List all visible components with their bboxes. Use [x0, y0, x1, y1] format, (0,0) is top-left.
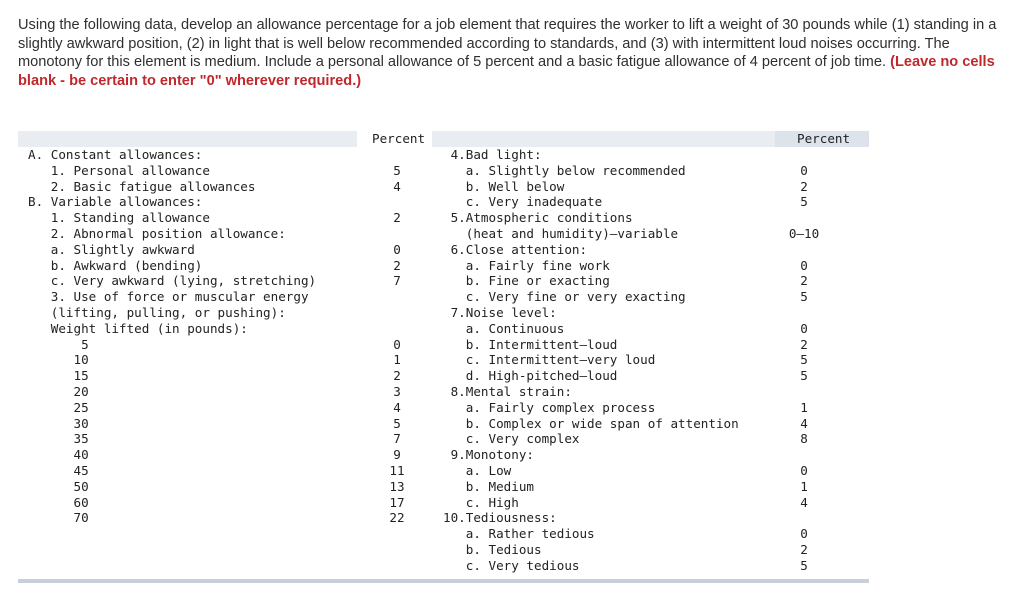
left-row-percent: 4 [393, 178, 401, 194]
left-row-label: 30 [28, 415, 89, 431]
allowance-table [18, 131, 869, 582]
left-row-label: 5 [28, 336, 89, 352]
right-row-label: a. Low [443, 463, 512, 478]
table-header-bar [18, 131, 869, 147]
right-row-percent: 8 [800, 431, 808, 447]
left-row-percent: 13 [389, 478, 405, 494]
right-row-percent: 1 [800, 478, 808, 494]
left-row-percent: 9 [393, 447, 401, 463]
right-row-label: d. High-pitched—loud [443, 368, 618, 384]
right-row-percent: 5 [800, 352, 808, 368]
left-row-percent: 11 [389, 463, 405, 478]
left-row-percent: 3 [393, 384, 401, 399]
left-row-label: 70 [28, 510, 89, 526]
left-row-percent: 2 [393, 210, 401, 226]
right-row-label: 9.Monotony: [443, 447, 534, 463]
left-row-label: 1. Personal allowance [28, 162, 210, 178]
left-row-label: b. Awkward (bending) [28, 257, 203, 273]
right-row-label: 4.Bad light: [443, 147, 542, 162]
right-row-label: b. Complex or wide span of attention [443, 415, 739, 431]
left-row-label: A. Constant allowances: [28, 147, 203, 162]
right-row-label: b. Well below [443, 178, 565, 194]
left-row-label: 20 [28, 384, 89, 399]
right-row-percent: 4 [800, 494, 808, 510]
left-row-label: a. Slightly awkward [28, 241, 195, 257]
right-row-percent: 2 [800, 273, 808, 289]
left-row-label: 2. Basic fatigue allowances [28, 178, 256, 194]
right-row-label: a. Fairly fine work [443, 257, 610, 273]
table-bottom-bar [18, 579, 869, 583]
right-row-percent: 5 [800, 368, 808, 384]
right-row-percent: 4 [800, 415, 808, 431]
left-row-label: B. Variable allowances: [28, 194, 203, 210]
right-percent-header: Percent [797, 131, 851, 146]
right-row-percent: 0 [800, 526, 808, 542]
right-row-label: c. Very fine or very exacting [443, 289, 686, 305]
right-row-label: (heat and humidity)—variable [443, 226, 679, 241]
right-row-percent: 0 [800, 320, 808, 336]
right-row-label: a. Rather tedious [443, 526, 595, 542]
left-percent-header: Percent [372, 131, 426, 146]
right-row-percent: 2 [800, 178, 808, 194]
left-row-percent: 5 [393, 162, 401, 178]
left-row-label: 35 [28, 431, 89, 447]
right-row-percent: 2 [800, 336, 808, 352]
right-row-label: b. Medium [443, 478, 534, 494]
right-row-label: c. Very inadequate [443, 194, 603, 210]
right-row-label: b. Intermittent—loud [443, 336, 618, 352]
right-row-label: 8.Mental strain: [443, 384, 572, 399]
right-row-label: a. Slightly below recommended [443, 162, 686, 178]
right-row-label: 7.Noise level: [443, 305, 557, 320]
right-row-label: b. Tedious [443, 542, 542, 557]
right-row-percent: 0 [800, 162, 808, 178]
left-row-label: 3. Use of force or muscular energy [28, 289, 309, 305]
question-text: Using the following data, develop an allowance percentage for a job element that requires the worker to lift a weight of 30 pounds while (1) standing in a slightly awkward position, (2) in light that is well below recommended according to standards, and (3) with intermittent loud noises occurring. The monotony for this element is medium. Include a personal allowance of 5 percent and a basic fatigue allowance of 4 percent of job time. [18, 17, 997, 71]
right-row-percent: 0 [800, 463, 808, 478]
left-row-label: 1. Standing allowance [28, 210, 210, 226]
right-row-label: a. Continuous [443, 320, 565, 336]
right-row-label: c. High [443, 494, 519, 510]
right-row-percent: 2 [800, 542, 808, 557]
right-row-percent: 0 [800, 257, 808, 273]
left-row-label: 2. Abnormal position allowance: [28, 226, 286, 241]
left-row-percent: 17 [389, 494, 405, 510]
left-row-label: 50 [28, 478, 89, 494]
right-row-label: c. Very complex [443, 431, 580, 447]
left-row-label: 25 [28, 399, 89, 415]
left-row-label: 40 [28, 447, 89, 463]
right-row-label: b. Fine or exacting [443, 273, 610, 289]
left-row-label: 15 [28, 368, 89, 384]
right-row-percent: 0–10 [788, 226, 820, 241]
left-row-percent: 0 [393, 241, 401, 257]
right-row-label: 5.Atmospheric conditions [443, 210, 633, 226]
left-row-label: 45 [28, 463, 89, 478]
right-row-label: a. Fairly complex process [443, 399, 656, 415]
left-row-percent: 2 [393, 257, 401, 273]
right-row-percent: 1 [800, 399, 808, 415]
left-row-label: 10 [28, 352, 89, 368]
left-row-label: Weight lifted (in pounds): [28, 320, 248, 336]
right-row-percent: 5 [800, 194, 808, 210]
right-row-label: c. Intermittent—very loud [443, 352, 656, 368]
left-row-percent: 4 [393, 399, 401, 415]
left-row-percent: 1 [393, 352, 401, 368]
left-row-label: 60 [28, 494, 89, 510]
right-row-percent: 5 [800, 557, 808, 573]
left-row-percent: 2 [393, 368, 401, 384]
right-row-label: 6.Close attention: [443, 241, 588, 257]
left-row-percent: 22 [389, 510, 405, 526]
right-row-label: c. Very tedious [443, 557, 580, 573]
left-row-label: (lifting, pulling, or pushing): [28, 305, 286, 320]
left-row-label: c. Very awkward (lying, stretching) [28, 273, 317, 289]
left-row-percent: 5 [393, 415, 401, 431]
left-row-percent: 7 [393, 273, 401, 289]
right-row-percent: 5 [800, 289, 808, 305]
question-prompt [18, 16, 1008, 90]
right-row-label: 10.Tediousness: [443, 510, 557, 526]
left-row-percent: 7 [393, 431, 401, 447]
question-warning: (Leave no cells blank - be certain to enter "0" wherever required.) [18, 54, 995, 89]
left-row-percent: 0 [393, 336, 401, 352]
